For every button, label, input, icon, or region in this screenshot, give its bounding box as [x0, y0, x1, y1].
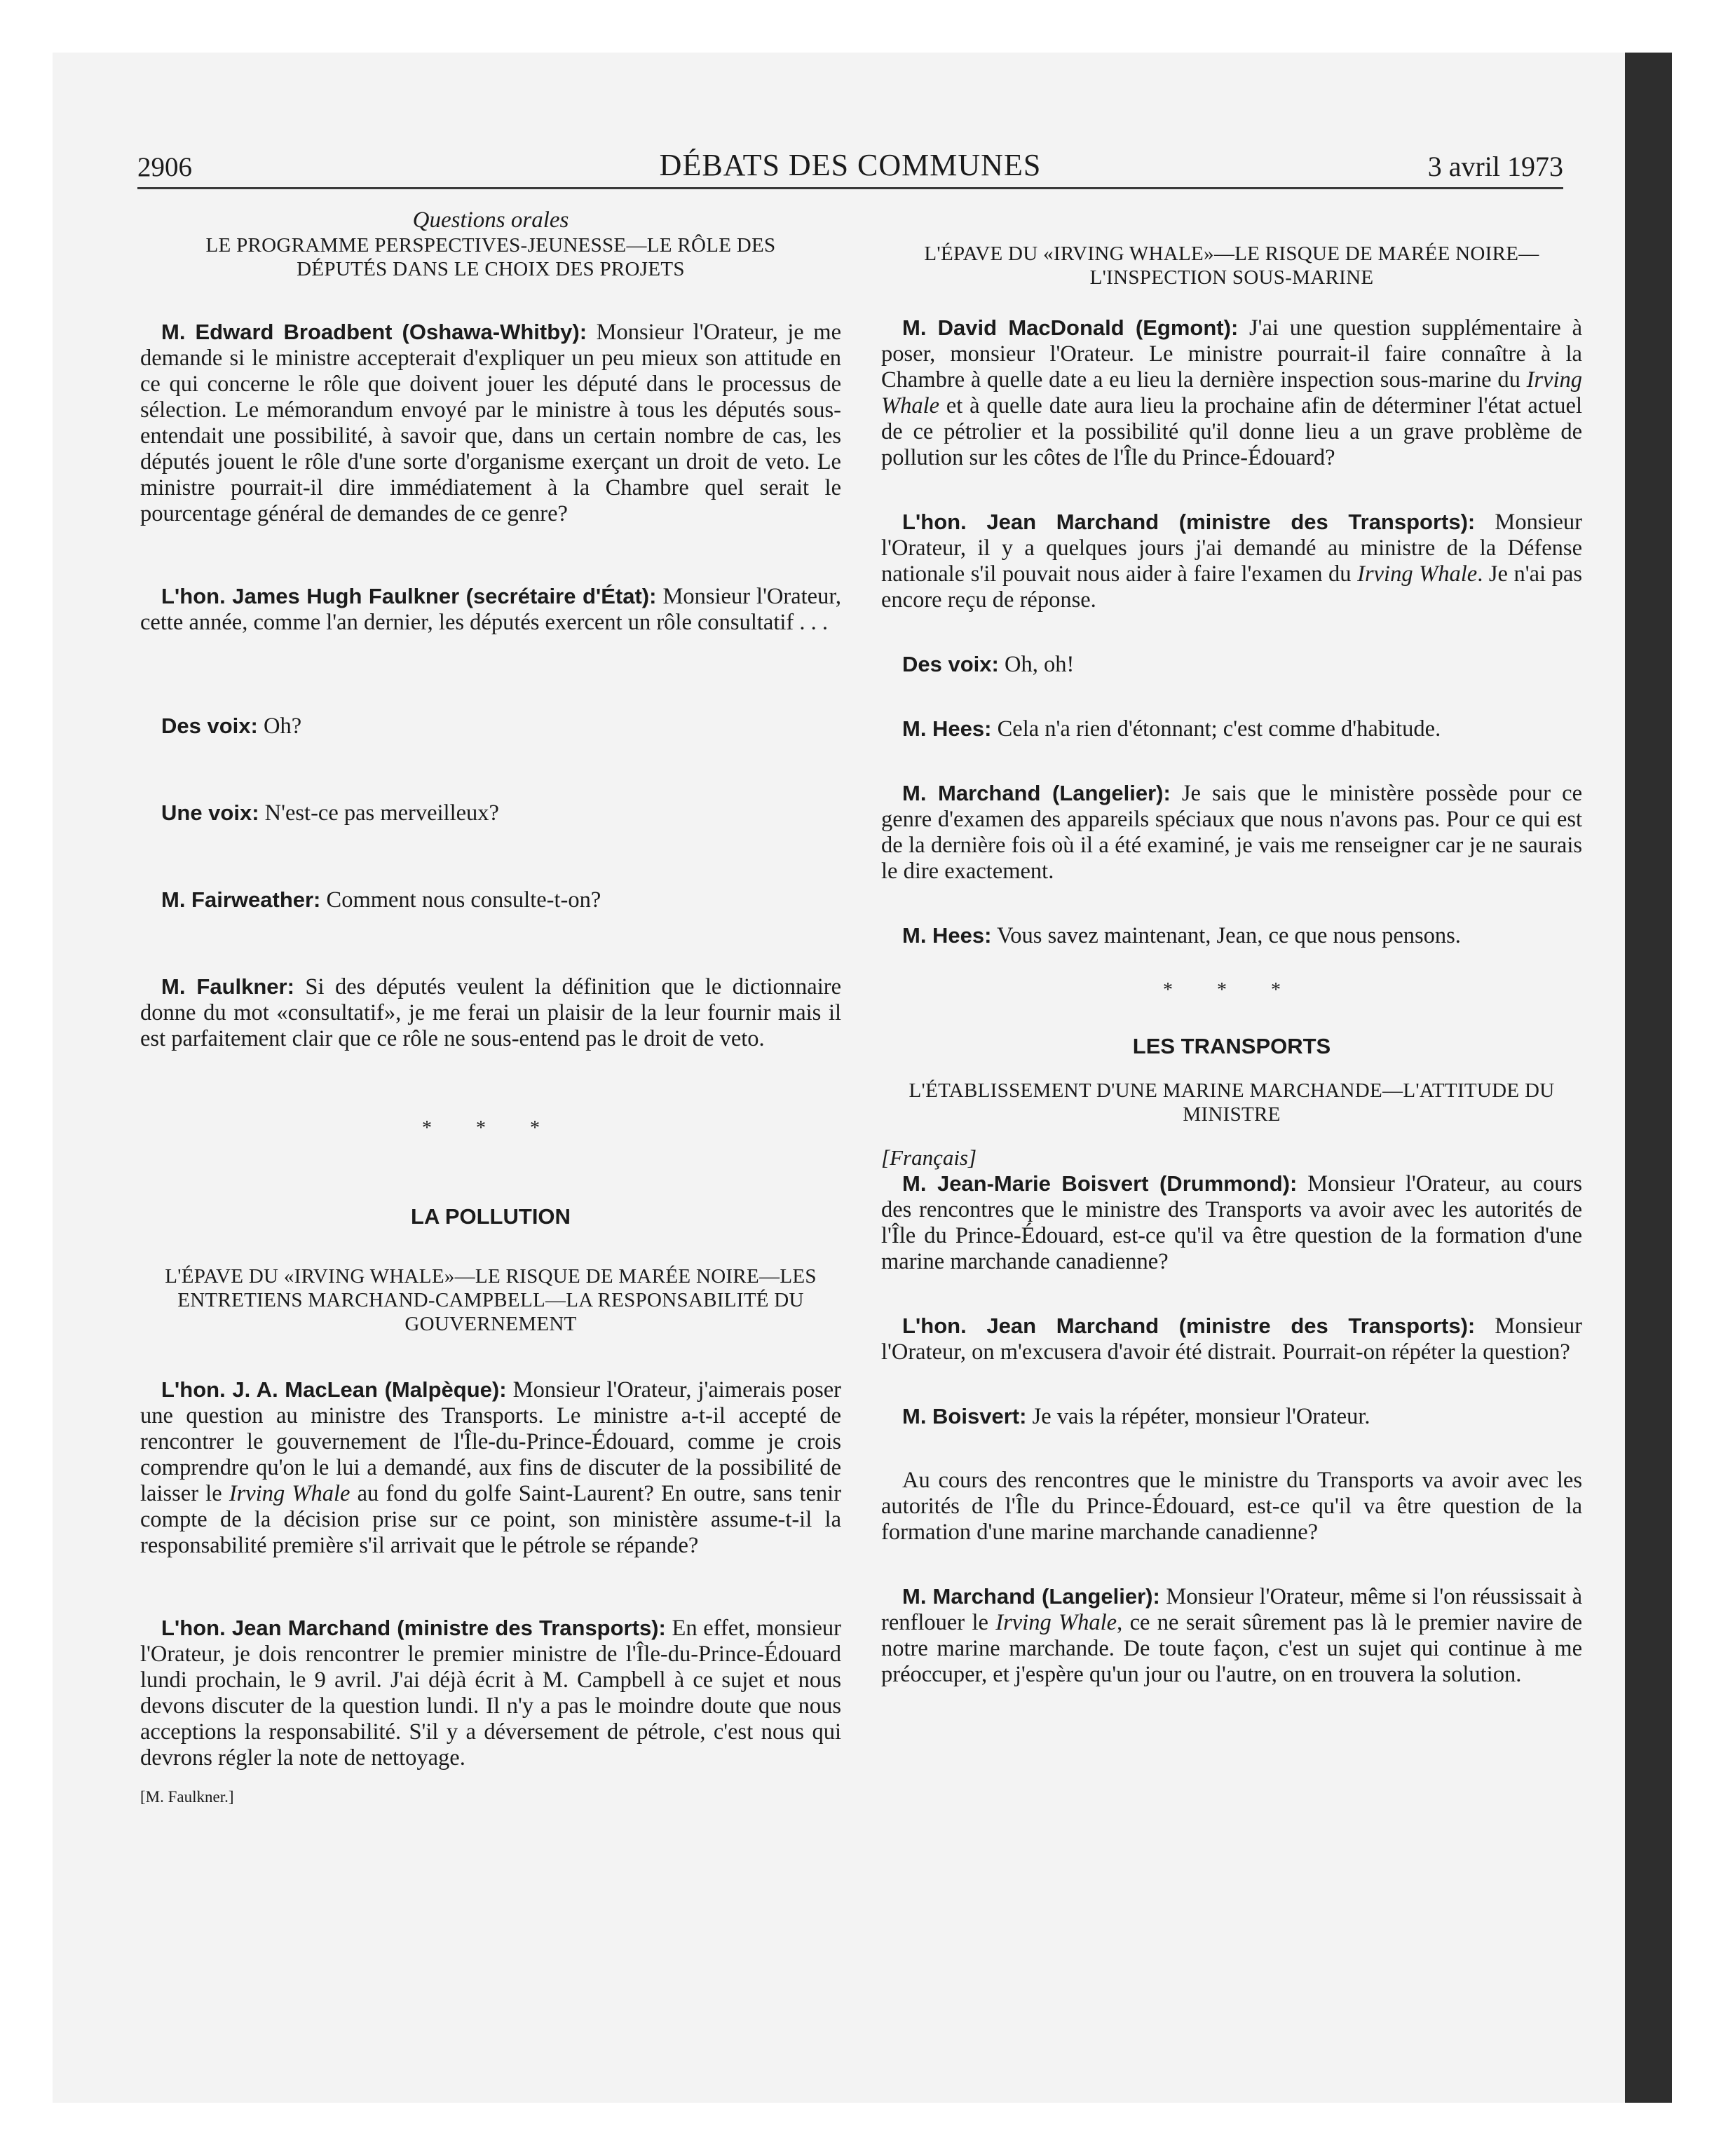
- publication-title: DÉBATS DES COMMUNES: [659, 148, 1042, 182]
- footnote: [M. Faulkner.]: [140, 1788, 234, 1806]
- speech: [881, 1313, 1582, 1365]
- ship-name: Irving Whale: [881, 367, 1582, 418]
- topic-heading: L'ÉPAVE DU «IRVING WHALE»—LE RISQUE DE MARÉE NOIRE—LES ENTRETIENS MARCHAND-CAMPBELL—LA RESPONSABILITÉ DU GOUVERNEMENT: [165, 1265, 817, 1335]
- speech-text: J'ai une question supplémentaire à poser, monsieur l'Orateur. Le ministre pourrait-il faire connaître à la Chambre à quelle date a eu lieu la dernière inspection sous-marine du: [881, 315, 1582, 393]
- speech-text: Monsieur l'Orateur, il y a quelques jours j'ai demandé au ministre de la Défense nationale s'il pouvait nous aider à faire l'examen du: [881, 510, 1583, 587]
- speech: [881, 651, 1582, 678]
- speaker: M. Hees:: [902, 923, 992, 948]
- left-column: [140, 207, 841, 1810]
- section-title: LA POLLUTION: [411, 1204, 571, 1229]
- speaker: M. Fairweather:: [161, 887, 321, 912]
- right-column: [881, 207, 1582, 1688]
- topic-heading: L'ÉPAVE DU «IRVING WHALE»—LE RISQUE DE MARÉE NOIRE—L'INSPECTION SOUS-MARINE: [924, 243, 1539, 289]
- speech: [140, 1377, 841, 1559]
- speech-text: Cela n'a rien d'étonnant; c'est comme d'habitude.: [991, 716, 1441, 742]
- speaker: M. Jean-Marie Boisvert (Drummond):: [902, 1171, 1298, 1196]
- ship-name: Irving Whale: [229, 1481, 351, 1506]
- section-title: LES TRANSPORTS: [1132, 1034, 1331, 1058]
- speaker: Une voix:: [161, 800, 259, 825]
- section-separator: * * *: [1163, 979, 1300, 1001]
- page-number: 2906: [137, 152, 192, 182]
- speech: [140, 800, 841, 826]
- speech-text: Comment nous consulte-t-on?: [320, 887, 601, 913]
- speech-text: Je vais la répéter, monsieur l'Orateur.: [1026, 1404, 1370, 1429]
- topic-heading: LE PROGRAMME PERSPECTIVES-JEUNESSE—LE RÔLE DES DÉPUTÉS DANS LE CHOIX DES PROJETS: [205, 234, 776, 280]
- speech: [881, 509, 1582, 613]
- speech: [140, 1615, 841, 1771]
- speech: [140, 583, 841, 636]
- speaker: L'hon. J. A. MacLean (Malpèque):: [161, 1377, 507, 1402]
- speech-text: Si des députés veulent la définition que le dictionnaire donne du mot «consultatif», je me ferai un plaisir de la leur fournir mais il est parfaitement clair que ce rôle ne sous-entend pas le droit de veto.: [140, 974, 841, 1051]
- speech-text: Monsieur l'Orateur, cette année, comme l'an dernier, les députés exercent un rôle consultatif . . .: [140, 584, 842, 635]
- speaker: L'hon. Jean Marchand (ministre des Transports):: [161, 1616, 666, 1640]
- speech-text: , ce ne serait sûrement pas là le premier navire de notre marine marchande. De toute façon, c'est un sujet qui continue à me préoccuper, et j'espère qu'un jour ou l'autre, on en trouvera la solution.: [881, 1610, 1582, 1687]
- scan-edge: [1625, 53, 1672, 2103]
- speech: [881, 716, 1582, 742]
- speech-text: Oh, oh!: [998, 652, 1075, 677]
- topic-heading: L'ÉTABLISSEMENT D'UNE MARINE MARCHANDE—L'ATTITUDE DU MINISTRE: [909, 1079, 1555, 1126]
- speaker: M. Edward Broadbent (Oshawa-Whitby):: [161, 320, 587, 344]
- speech: [140, 974, 841, 1052]
- speaker: M. Faulkner:: [161, 974, 294, 999]
- speech-text: au fond du golfe Saint-Laurent? En outre, sans tenir compte de la décision prise sur ce point, son ministère assume-t-il la responsabilité première s'il arrivait que le pétrole se répande?: [140, 1481, 842, 1558]
- language-marker: [Français]: [881, 1145, 977, 1170]
- speech-text: . Je n'ai pas encore reçu de réponse.: [881, 561, 1583, 613]
- speaker: L'hon. James Hugh Faulkner (secrétaire d'État):: [161, 584, 657, 608]
- speech: [881, 780, 1582, 885]
- speech-text: Oh?: [257, 714, 302, 739]
- speaker: Des voix:: [161, 714, 258, 738]
- ship-name: Irving Whale: [1357, 561, 1478, 587]
- speech: [881, 1583, 1582, 1688]
- page-date: 3 avril 1973: [1427, 151, 1563, 182]
- section-label: Questions orales: [412, 207, 569, 233]
- speaker: M. Marchand (Langelier):: [902, 781, 1171, 805]
- speech: [140, 713, 841, 739]
- speech: [881, 1171, 1582, 1275]
- speaker: M. David MacDonald (Egmont):: [902, 315, 1239, 340]
- speech-text: Je sais que le ministère possède pour ce genre d'examen des appareils spéciaux que nous n'avons pas. Pour ce qui est de la dernière fois où il a été examiné, je vais me renseigner car je ne saurais le dire exactement.: [881, 781, 1582, 884]
- speaker: M. Hees:: [902, 716, 992, 741]
- page-header: [137, 144, 1563, 189]
- speech: [881, 922, 1582, 949]
- section-separator: * * *: [422, 1117, 559, 1139]
- ship-name: Irving Whale: [995, 1610, 1117, 1635]
- speech-text: En effet, monsieur l'Orateur, je dois rencontrer le premier ministre de l'Île-du-Prince-Édouard lundi prochain, le 9 avril. J'ai déjà écrit à M. Campbell à ce sujet et nous devons discuter de la question lundi. Il n'y a pas le moindre doute que nous acceptions la responsabilité. S'il y a déversement de pétrole, c'est nous qui devrons régler la note de nettoyage.: [140, 1616, 842, 1770]
- speech-text: Monsieur l'Orateur, au cours des rencontres que le ministre des Transports va avoir avec les autorités de l'Île du Prince-Édouard, est-ce qu'il va être question de la formation d'une marine marchande canadienne?: [881, 1171, 1582, 1274]
- speech: [881, 315, 1582, 471]
- speech: [881, 1403, 1582, 1430]
- speech: [140, 887, 841, 913]
- speaker: M. Boisvert:: [902, 1404, 1027, 1428]
- speaker: L'hon. Jean Marchand (ministre des Transports):: [902, 510, 1476, 534]
- speaker: L'hon. Jean Marchand (ministre des Transports):: [902, 1314, 1476, 1338]
- speech-text: et à quelle date aura lieu la prochaine afin de déterminer l'état actuel de ce pétrolier et la possibilité qu'il donne lieu a un grave problème de pollution sur les côtes de l'Île du Prince-Édouard?: [881, 393, 1582, 470]
- speech-text: Monsieur l'Orateur, je me demande si le ministre accepterait d'expliquer un peu mieux son attitude en ce qui concerne le rôle que doivent jouer les député dans le processus de sélection. Le mémorandum envoyé par le ministre à tous les députés sous-entendait une possibilité, à savoir que, dans un certain nombre de cas, les députés jouent le rôle d'une sorte d'organisme exerçant un droit de veto. Le ministre pourrait-il dire immédiatement à la Chambre quel serait le pourcentage général de demandes de ce genre?: [140, 320, 841, 526]
- speech-text: Monsieur l'Orateur, même si l'on réussissait à renflouer le: [881, 1584, 1582, 1635]
- speech-text: Monsieur l'Orateur, j'aimerais poser une question au ministre des Transports. Le ministre a-t-il accepté de rencontrer le gouvernement de l'Île-du-Prince-Édouard, comme je crois comprendre qu'on le lui a demandé, aux fins de discuter de la possibilité de laisser le: [140, 1377, 841, 1506]
- speech-text: Monsieur l'Orateur, on m'excusera d'avoir été distrait. Pourrait-on répéter la question?: [881, 1314, 1583, 1365]
- speech-text: N'est-ce pas merveilleux?: [259, 800, 499, 826]
- speech: Au cours des rencontres que le ministre du Transports va avoir avec les autorités de l'Île du Prince-Édouard, est-ce qu'il va être question de la formation d'une marine marchande canadienne?: [881, 1468, 1582, 1545]
- speaker: M. Marchand (Langelier):: [902, 1584, 1160, 1609]
- speech: [140, 319, 841, 527]
- speaker: Des voix:: [902, 652, 999, 676]
- speech-text: Vous savez maintenant, Jean, ce que nous pensons.: [991, 923, 1461, 948]
